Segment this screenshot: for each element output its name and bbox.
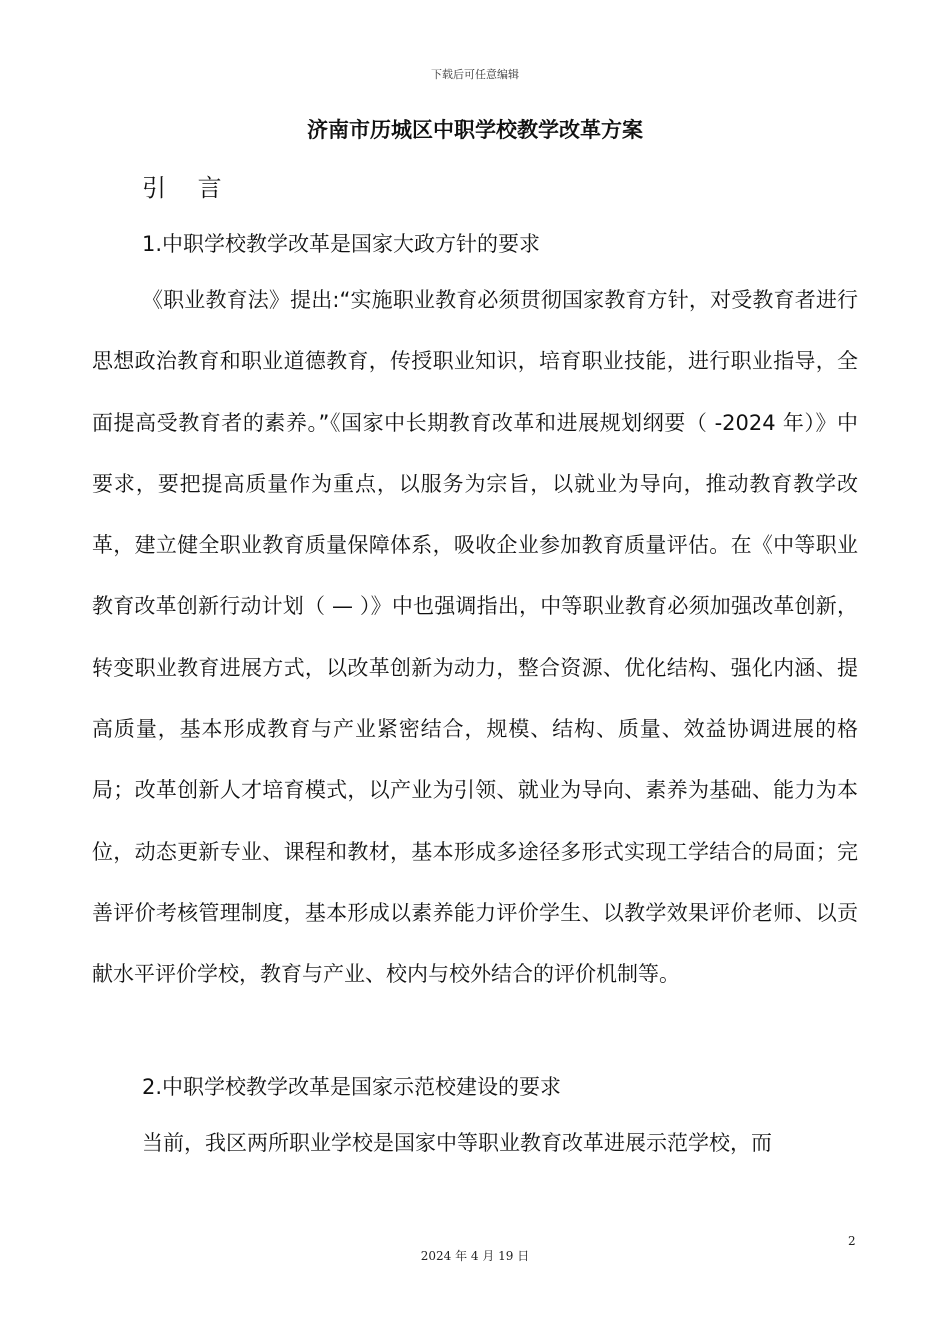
- subheading-policy-requirement: 1.中职学校教学改革是国家大政方针的要求: [142, 232, 541, 256]
- paragraph-policy-body: 《职业教育法》提出:“实施职业教育必须贯彻国家教育方针，对受教育者进行思想政治教育和职业道德教育，传授职业知识，培育职业技能，进行职业指导，全面提高受教育者的素养。”《国家中长期教育改革和进展规划纲要（ -2024 年）》中要求，要把提高质量作为重点，以服务为宗旨，以就业为导向，推动教育教学改革，建立健全职业教育质量保障体系，吸收企业参加教育质量评估。在《中等职业教育改革创新行动计划（ — ）》中也强调指出，中等职业教育必须加强改革创新，转变职业教育进展方式，以改革创新为动力，整合资源、优化结构、强化内涵、提高质量，基本形成教育与产业紧密结合，规模、结构、质量、效益协调进展的格局；改革创新人才培育模式，以产业为引领、就业为导向、素养为基础、能力为本位，动态更新专业、课程和教材，基本形成多途径多形式实现工学结合的局面；完善评价考核管理制度，基本形成以素养能力评价学生、以教学效果评价老师、以贡献水平评价学校，教育与产业、校内与校外结合的评价机制等。: [92, 288, 858, 987]
- paragraph-demonstration-body: 当前，我区两所职业学校是国家中等职业教育改革进展示范学校，而: [142, 1131, 772, 1155]
- section-heading-introduction: 引 言: [142, 174, 234, 202]
- document-title: 济南市历城区中职学校教学改革方案: [307, 118, 643, 142]
- page-number: 2: [848, 1234, 856, 1248]
- header-note: 下载后可任意编辑: [431, 68, 519, 81]
- subheading-demonstration-school: 2.中职学校教学改革是国家示范校建设的要求: [142, 1075, 562, 1099]
- footer-date: 2024 年 4 月 19 日: [420, 1249, 530, 1263]
